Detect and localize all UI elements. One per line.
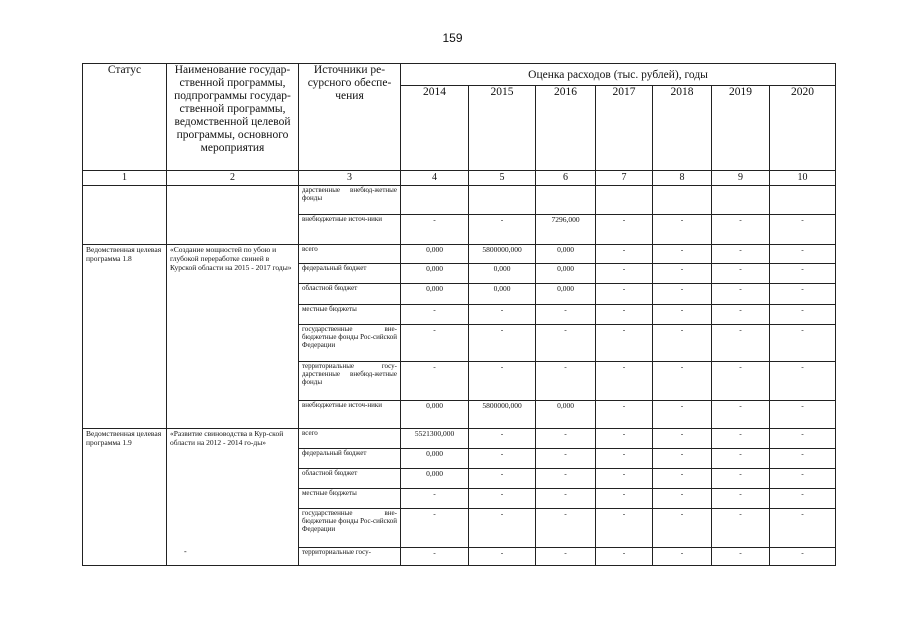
value-cell: - xyxy=(596,469,653,489)
value-cell: - xyxy=(653,325,712,362)
value-cell: - xyxy=(712,401,770,429)
value-cell: - xyxy=(712,489,770,509)
source-label: федеральный бюджет xyxy=(299,449,401,469)
source-label: территориальные госу- xyxy=(299,548,401,566)
value-cell: - xyxy=(596,284,653,305)
value-cell: - xyxy=(469,489,536,509)
value-cell: - xyxy=(770,362,836,401)
status-cell: Ведомственная целевая программа 1.9 xyxy=(83,429,167,566)
header-year: 2016 xyxy=(536,86,596,171)
value-cell: 0,000 xyxy=(401,469,469,489)
value-cell: - xyxy=(469,305,536,325)
header-expenses: Оценка расходов (тыс. рублей), годы xyxy=(401,64,836,86)
column-number: 9 xyxy=(712,171,770,186)
table-row xyxy=(83,245,836,264)
value-cell xyxy=(596,186,653,215)
value-cell: - xyxy=(712,305,770,325)
value-cell xyxy=(770,186,836,215)
value-cell: - xyxy=(770,469,836,489)
value-cell: - xyxy=(653,489,712,509)
value-cell: - xyxy=(653,245,712,264)
value-cell: - xyxy=(401,305,469,325)
value-cell: - xyxy=(770,548,836,566)
value-cell xyxy=(653,186,712,215)
value-cell: - xyxy=(712,245,770,264)
value-cell: 0,000 xyxy=(469,264,536,284)
value-cell: - xyxy=(536,429,596,449)
value-cell: - xyxy=(469,362,536,401)
source-label: областной бюджет xyxy=(299,284,401,305)
value-cell: - xyxy=(712,469,770,489)
value-cell: - xyxy=(712,449,770,469)
header-program-name: Наименование государ-ственной программы, подпрограммы государ-ственной программы, ведомственной целевой программы, основного мероприятия xyxy=(167,64,299,171)
header-sources: Источники ре-сурсного обеспе-чения xyxy=(299,64,401,171)
value-cell: 5521300,000 xyxy=(401,429,469,449)
value-cell: - xyxy=(770,449,836,469)
value-cell: - xyxy=(596,509,653,548)
value-cell: - xyxy=(712,215,770,245)
source-label: областной бюджет xyxy=(299,469,401,489)
value-cell: - xyxy=(653,509,712,548)
header-status: Статус xyxy=(83,64,167,171)
value-cell: - xyxy=(469,548,536,566)
column-number: 4 xyxy=(401,171,469,186)
value-cell: - xyxy=(653,469,712,489)
value-cell: - xyxy=(536,325,596,362)
value-cell: - xyxy=(536,449,596,469)
value-cell: 0,000 xyxy=(536,284,596,305)
header-year: 2019 xyxy=(712,86,770,171)
value-cell: - xyxy=(596,401,653,429)
value-cell: - xyxy=(536,362,596,401)
column-number: 10 xyxy=(770,171,836,186)
value-cell: 0,000 xyxy=(401,284,469,305)
value-cell: - xyxy=(401,548,469,566)
value-cell: - xyxy=(596,449,653,469)
value-cell: - xyxy=(469,509,536,548)
budget-table xyxy=(82,63,836,566)
program-name-cell xyxy=(167,186,299,245)
value-cell: 5800000,000 xyxy=(469,245,536,264)
column-number: 8 xyxy=(653,171,712,186)
source-label: местные бюджеты xyxy=(299,305,401,325)
page-number: 159 xyxy=(442,31,463,45)
value-cell: 0,000 xyxy=(401,401,469,429)
value-cell: - xyxy=(712,264,770,284)
value-cell: - xyxy=(469,469,536,489)
value-cell xyxy=(536,186,596,215)
source-label: внебюджетные источ-ники xyxy=(299,215,401,245)
source-label: государственные вне-бюджетные фонды Рос-сийской Федерации xyxy=(299,509,401,548)
value-cell: - xyxy=(469,449,536,469)
source-label: всего xyxy=(299,429,401,449)
column-number: 6 xyxy=(536,171,596,186)
source-label: федеральный бюджет xyxy=(299,264,401,284)
header-year: 2014 xyxy=(401,86,469,171)
column-number: 2 xyxy=(167,171,299,186)
value-cell: - xyxy=(596,362,653,401)
source-label: всего xyxy=(299,245,401,264)
value-cell: 0,000 xyxy=(536,245,596,264)
value-cell: 0,000 xyxy=(401,449,469,469)
value-cell: - xyxy=(770,429,836,449)
value-cell: - xyxy=(653,449,712,469)
value-cell: 0,000 xyxy=(401,264,469,284)
value-cell: - xyxy=(712,284,770,305)
value-cell: - xyxy=(596,548,653,566)
value-cell: - xyxy=(596,489,653,509)
value-cell: - xyxy=(770,284,836,305)
value-cell: - xyxy=(653,429,712,449)
value-cell: 0,000 xyxy=(536,401,596,429)
value-cell: - xyxy=(770,401,836,429)
value-cell: - xyxy=(401,362,469,401)
table-row xyxy=(83,429,836,449)
value-cell: 0,000 xyxy=(469,284,536,305)
value-cell: - xyxy=(712,429,770,449)
column-number: 3 xyxy=(299,171,401,186)
value-cell: - xyxy=(536,509,596,548)
value-cell xyxy=(469,186,536,215)
value-cell: - xyxy=(596,429,653,449)
header-year: 2015 xyxy=(469,86,536,171)
header-year: 2018 xyxy=(653,86,712,171)
value-cell: - xyxy=(536,305,596,325)
value-cell: - xyxy=(596,264,653,284)
column-number: 7 xyxy=(596,171,653,186)
source-label: дарственные внебюд-жетные фонды xyxy=(299,186,401,215)
status-cell xyxy=(83,186,167,245)
value-cell: - xyxy=(596,305,653,325)
status-cell: Ведомственная целевая программа 1.8 xyxy=(83,245,167,429)
header-year: 2020 xyxy=(770,86,836,171)
value-cell: - xyxy=(401,325,469,362)
column-number: 5 xyxy=(469,171,536,186)
value-cell: - xyxy=(596,245,653,264)
value-cell: - xyxy=(401,489,469,509)
value-cell: - xyxy=(712,509,770,548)
value-cell: - xyxy=(712,325,770,362)
program-name-cell: «Создание мощностей по убою и глубокой переработке свиней в Курской области на 2015 - 2017 годы» xyxy=(167,245,299,429)
value-cell: - xyxy=(770,325,836,362)
source-label: местные бюджеты xyxy=(299,489,401,509)
value-cell: - xyxy=(770,305,836,325)
program-name-cell: «Развитие свиноводства в Кур-ской области на 2012 - 2014 го-ды» xyxy=(167,429,299,566)
value-cell xyxy=(401,186,469,215)
value-cell: 5800000,000 xyxy=(469,401,536,429)
value-cell: - xyxy=(653,264,712,284)
value-cell: - xyxy=(596,215,653,245)
value-cell: - xyxy=(770,489,836,509)
value-cell: 7296,000 xyxy=(536,215,596,245)
value-cell: - xyxy=(653,548,712,566)
value-cell: - xyxy=(653,401,712,429)
value-cell: - xyxy=(469,325,536,362)
header-year: 2017 xyxy=(596,86,653,171)
source-label: внебюджетные источ-ники xyxy=(299,401,401,429)
stray-dash: - xyxy=(184,547,187,556)
value-cell: 0,000 xyxy=(401,245,469,264)
value-cell: - xyxy=(469,429,536,449)
value-cell xyxy=(712,186,770,215)
value-cell: - xyxy=(653,215,712,245)
value-cell: - xyxy=(770,215,836,245)
value-cell: - xyxy=(469,215,536,245)
value-cell: - xyxy=(536,548,596,566)
value-cell: - xyxy=(596,325,653,362)
column-number: 1 xyxy=(83,171,167,186)
table-row xyxy=(83,186,836,215)
value-cell: 0,000 xyxy=(536,264,596,284)
value-cell: - xyxy=(770,509,836,548)
value-cell: - xyxy=(536,469,596,489)
value-cell: - xyxy=(712,362,770,401)
source-label: территориальные госу-дарственные внебюд-жетные фонды xyxy=(299,362,401,401)
value-cell: - xyxy=(653,284,712,305)
value-cell: - xyxy=(770,245,836,264)
column-number-row xyxy=(83,171,836,186)
source-label: государственные вне-бюджетные фонды Рос-сийской Федерации xyxy=(299,325,401,362)
value-cell: - xyxy=(770,264,836,284)
value-cell: - xyxy=(653,305,712,325)
value-cell: - xyxy=(653,362,712,401)
value-cell: - xyxy=(401,215,469,245)
value-cell: - xyxy=(536,489,596,509)
value-cell: - xyxy=(401,509,469,548)
value-cell: - xyxy=(712,548,770,566)
